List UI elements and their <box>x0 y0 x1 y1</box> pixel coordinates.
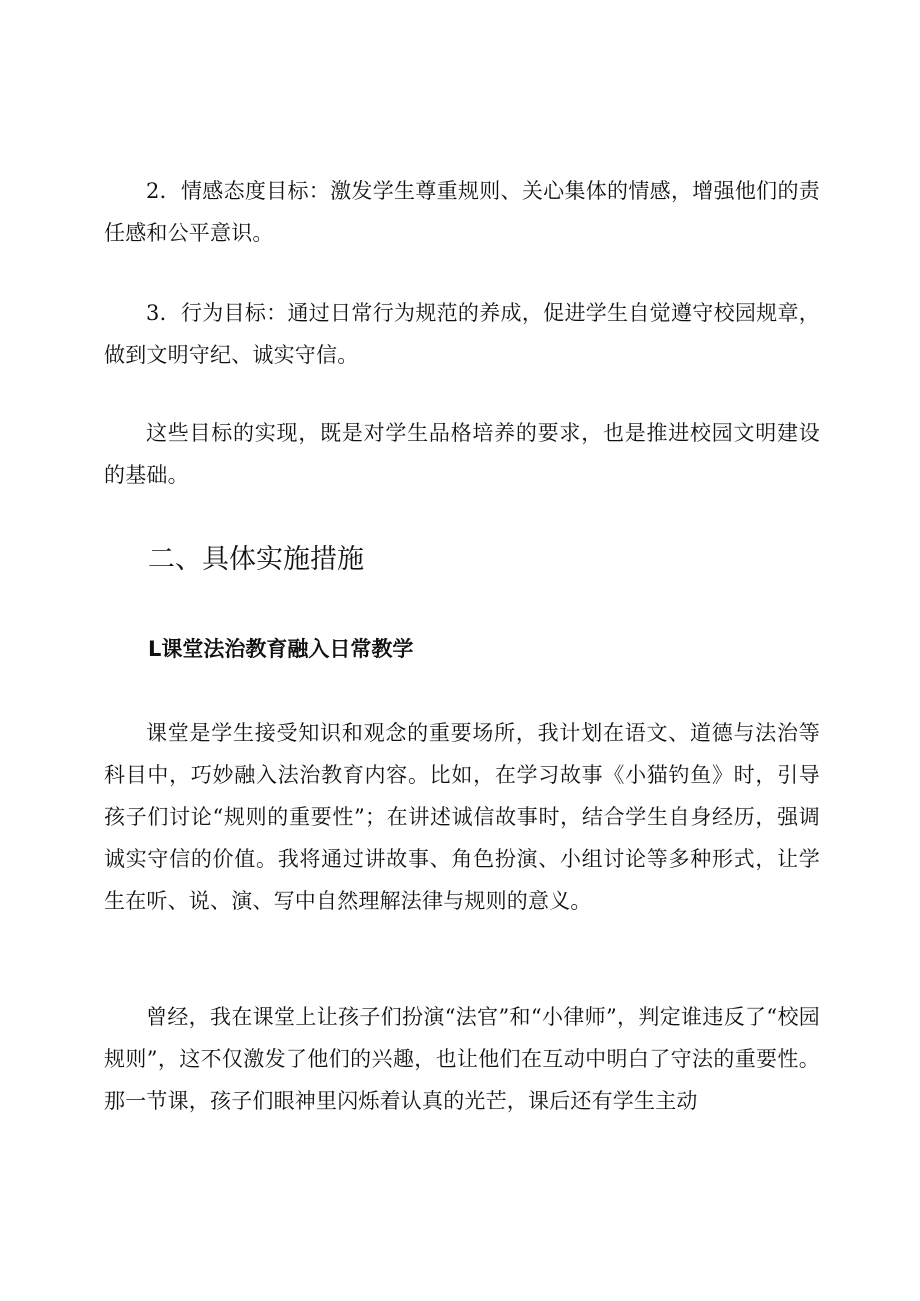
paragraph-classroom-integration: 课堂是学生接受知识和观念的重要场所，我计划在语文、道德与法治等科目中，巧妙融入法治教育内容。比如，在学习故事《小猫钓鱼》时，引导孩子们讨论“规则的重要性”；在讲述诚信故事时，结合学生自身经历，强调诚实守信的价值。我将通过讲故事、角色扮演、小组讨论等多种形式，让学生在听、说、演、写中自然理解法律与规则的意义。 <box>104 721 820 913</box>
section-heading: 二、具体实施措施 <box>148 544 364 575</box>
subsection-heading: L课堂法治教育融入日常教学 <box>148 637 414 661</box>
paragraph-emotional-goal: 2．情感态度目标：激发学生尊重规则、关心集体的情感，增强他们的责任感和公平意识。 <box>104 179 820 245</box>
paragraph-behavior-goal: 3．行为目标：通过日常行为规范的养成，促进学生自觉遵守校园规章，做到文明守纪、诚实守信。 <box>104 301 820 367</box>
paragraph-goal-summary: 这些目标的实现，既是对学生品格培养的要求，也是推进校园文明建设的基础。 <box>104 421 820 487</box>
paragraph-classroom-example: 曾经，我在课堂上让孩子们扮演“法官”和“小律师”，判定谁违反了“校园规则”，这不仅激发了他们的兴趣，也让他们在互动中明白了守法的重要性。那一节课，孩子们眼神里闪烁着认真的光芒，课后还有学生主动 <box>104 1005 820 1113</box>
